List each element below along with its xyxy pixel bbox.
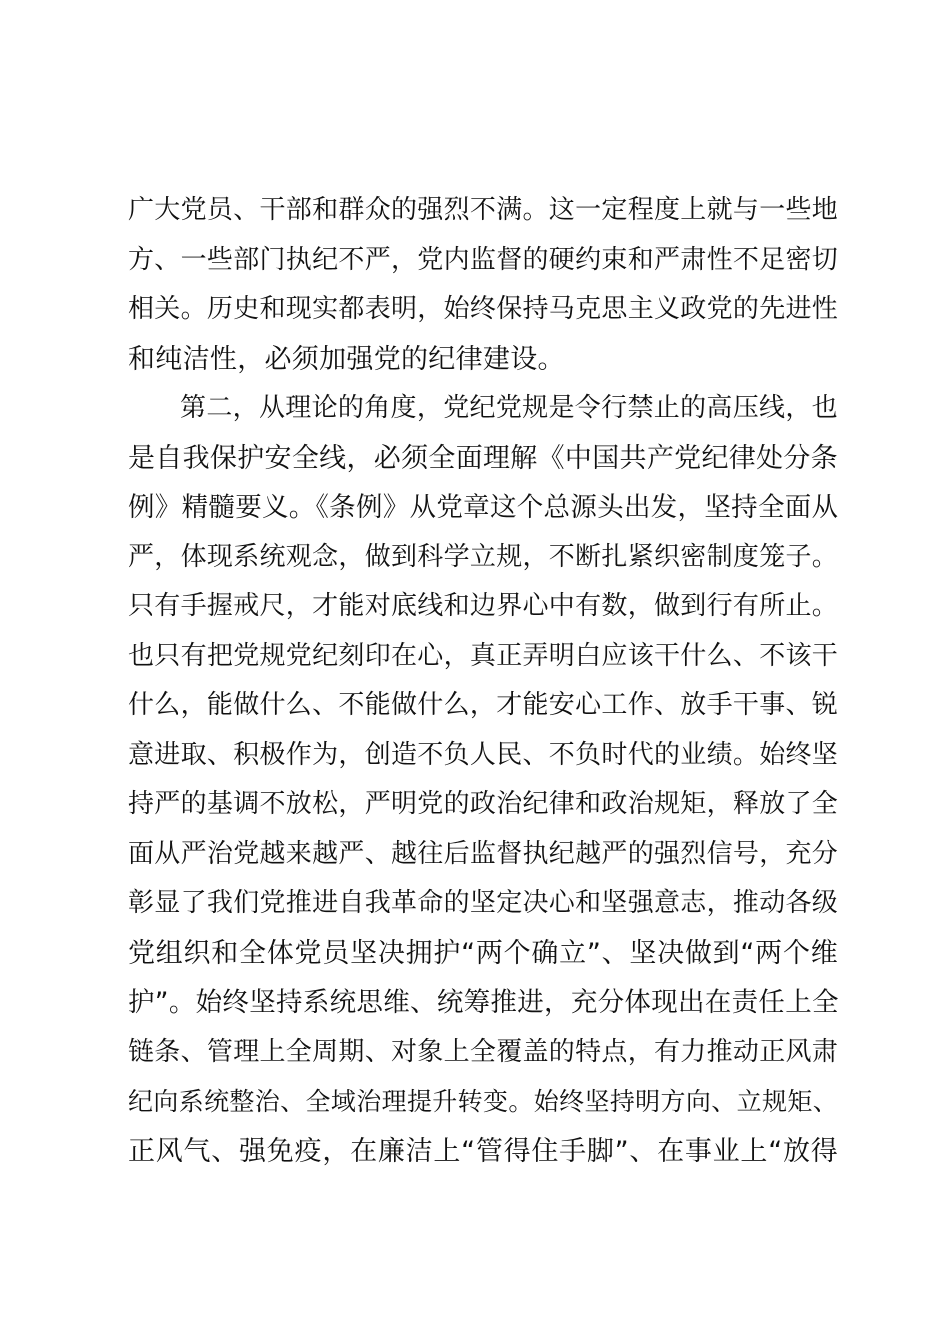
text-line: 什么，能做什么、不能做什么，才能安心工作、放手干事、锐 xyxy=(128,690,839,720)
text-line: 和纯洁性，必须加强党的纪律建设。 xyxy=(128,343,565,375)
text-line: 意进取、积极作为，创造不负人民、不负时代的业绩。始终坚 xyxy=(128,739,839,770)
text-line: 是自我保护安全线，必须全面理解《中国共产党纪律处分条 xyxy=(128,442,838,474)
text-line: 只有手握戒尺，才能对底线和边界心中有数，做到行有所止。 xyxy=(128,591,839,621)
text-line: 也只有把党规党纪刻印在心，真正弄明白应该干什么、不该干 xyxy=(128,640,839,671)
text-line: 方、一些部门执纪不严，党内监督的硬约束和严肃性不足密切 xyxy=(128,244,839,275)
text-line: 护”。始终坚持系统思维、统筹推进，充分体现出在责任上全 xyxy=(128,987,839,1018)
text-line: 正风气、强免疫，在廉洁上“管得住手脚”、在事业上“放得 xyxy=(128,1135,838,1167)
paragraph-first-line: 第二，从理论的角度，党纪党规是令行禁止的高压线，也 xyxy=(180,393,838,423)
text-line: 链条、管理上全周期、对象上全覆盖的特点，有力推动正风肃 xyxy=(128,1036,839,1067)
text-line: 面从严治党越来越严、越往后监督执纪越严的强烈信号，充分 xyxy=(128,838,839,869)
text-line: 严，体现系统观念，做到科学立规，不断扎紧织密制度笼子。 xyxy=(128,541,839,572)
text-line: 例》精髓要义。《条例》从党章这个总源头出发，坚持全面从 xyxy=(128,492,839,523)
body-text xyxy=(128,186,838,1176)
text-line: 持严的基调不放松，严明党的政治纪律和政治规矩，释放了全 xyxy=(128,789,839,819)
text-line: 党组织和全体党员坚决拥护“两个确立”、坚决做到“两个维 xyxy=(128,937,838,969)
text-line: 广大党员、干部和群众的强烈不满。这一定程度上就与一些地 xyxy=(128,195,839,225)
text-line: 彰显了我们党推进自我革命的坚定决心和坚强意志，推动各级 xyxy=(128,888,839,918)
text-line: 纪向系统整治、全域治理提升转变。始终坚持明方向、立规矩、 xyxy=(128,1087,838,1116)
text-line: 相关。历史和现实都表明，始终保持马克思主义政党的先进性 xyxy=(128,294,839,324)
